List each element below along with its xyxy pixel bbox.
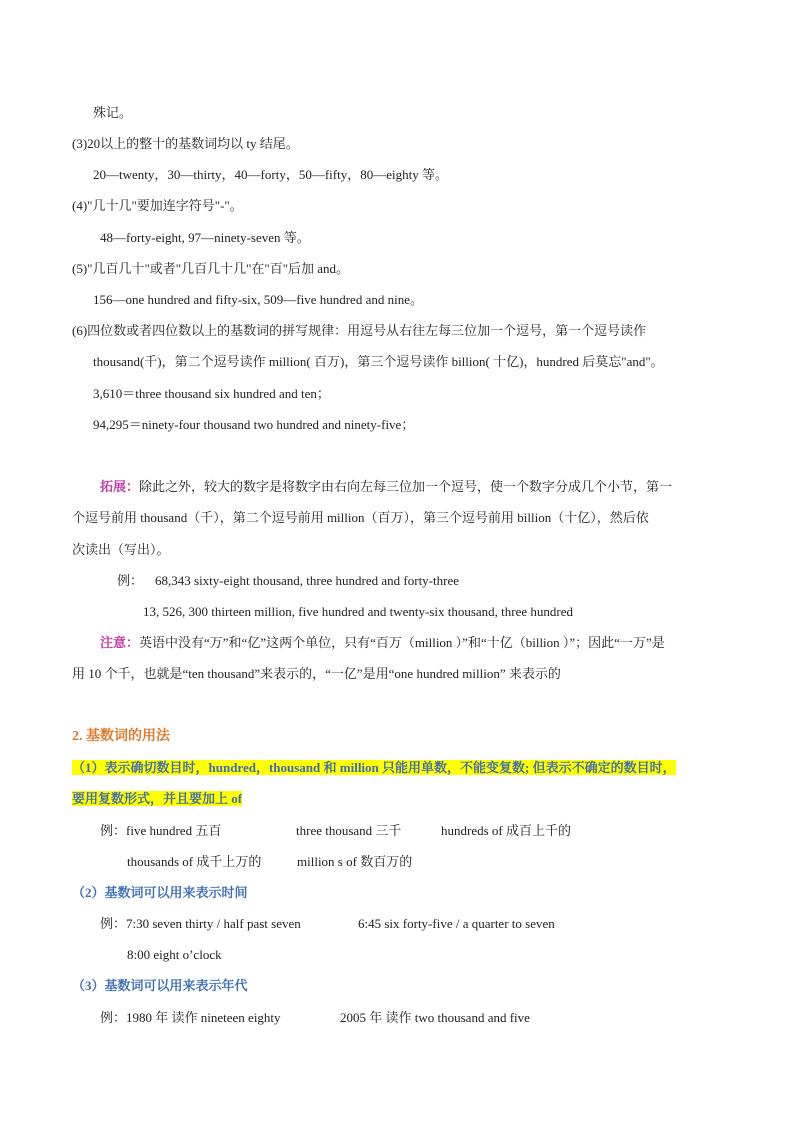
note-paragraph (100, 634, 665, 652)
example-label: 例： (100, 1010, 127, 1025)
rule-5: (5)"几百几十"或者"几百几十几"在"百"后加 and。 (72, 261, 350, 276)
example-line: 94,295＝ninety-four thousand two hundred and ninety-five； (93, 417, 415, 432)
extension-text: 除此之外，较大的数字是将数字由右向左每三位加一个逗号，使一个数字分成几个小节，第一 (139, 479, 673, 494)
note-text: 英语中没有“万”和“亿”这两个单位，只有“百万（million ）”和“十亿（billion ）”；因此“一万”是 (139, 635, 665, 650)
example-label: 例： (117, 573, 144, 588)
usage-example (100, 822, 221, 840)
example-line: 48—forty-eight, 97—ninety-seven 等。 (100, 230, 310, 245)
rule-1-text: 要用复数形式，并且要加上 of (72, 791, 243, 806)
extension-label: 拓展： (100, 479, 140, 494)
rule-2: （2）基数词可以用来表示时间 (72, 885, 248, 900)
extension-line: 次读出（写出）。 (72, 542, 170, 557)
example-item: 8:00 eight o’clock (127, 947, 222, 962)
example-item: 2005 年 读作 two thousand and five (340, 1010, 530, 1025)
example-item: thousands of 成千上万的 (127, 854, 262, 869)
example-item: five hundred 五百 (126, 823, 222, 838)
example-label: 例： (100, 823, 127, 838)
rule-6-continued: thousand(千)，第二个逗号读作 million( 百万)，第三个逗号读作 billion( 十亿)，hundred 后莫忘"and"。 (93, 354, 664, 369)
rule-1-text: （1）表示确切数目时，hundred，thousand 和 million 只能用单数，不能变复数; 但表示不确定的数目时， (72, 760, 676, 775)
extension-paragraph (100, 478, 672, 496)
example-item: 6:45 six forty-five / a quarter to seven (358, 916, 555, 931)
note-line: 用 10 个千，也就是“ten thousand”来表示的，“一亿”是用“one hundred million” 来表示的 (72, 666, 561, 681)
rule-1-continued (72, 790, 242, 808)
example-text: 68,343 sixty-eight thousand, three hundred and forty-three (155, 573, 459, 588)
example-item: three thousand 三千 (296, 823, 402, 838)
extension-example: 13, 526, 300 thirteen million, five hundred and twenty-six thousand, three hundred (143, 604, 573, 619)
example-item: million s of 数百万的 (297, 854, 413, 869)
extension-example (117, 572, 459, 590)
example-item: hundreds of 成百上千的 (441, 823, 571, 838)
rule-6: (6)四位数或者四位数以上的基数词的拼写规律：用逗号从右往左每三位加一个逗号，第一个逗号读作 (72, 323, 647, 338)
rule-1 (72, 759, 676, 777)
extension-line: 个逗号前用 thousand（千），第二个逗号前用 million（百万），第三个逗号前用 billion（十亿），然后依 (72, 510, 649, 525)
section-heading: 2. 基数词的用法 (72, 729, 170, 744)
example-line: 3,610＝three thousand six hundred and ten； (93, 386, 330, 401)
example-line: 20—twenty，30—thirty，40—forty，50—fifty，80—eighty 等。 (93, 167, 448, 182)
example-item: 7:30 seven thirty / half past seven (126, 916, 301, 931)
usage-example (100, 915, 301, 933)
text-line: 殊记。 (93, 105, 133, 120)
example-label: 例： (100, 916, 127, 931)
rule-3: (3)20以上的整十的基数词均以 ty 结尾。 (72, 136, 299, 151)
rule-4: (4)"几十几"要加连字符号"-"。 (72, 198, 243, 213)
note-label: 注意： (100, 635, 140, 650)
rule-3-usage: （3）基数词可以用来表示年代 (72, 978, 248, 993)
usage-example (100, 1009, 281, 1027)
example-line: 156—one hundred and fifty-six, 509—five hundred and nine。 (93, 292, 423, 307)
example-item: 1980 年 读作 nineteen eighty (126, 1010, 281, 1025)
